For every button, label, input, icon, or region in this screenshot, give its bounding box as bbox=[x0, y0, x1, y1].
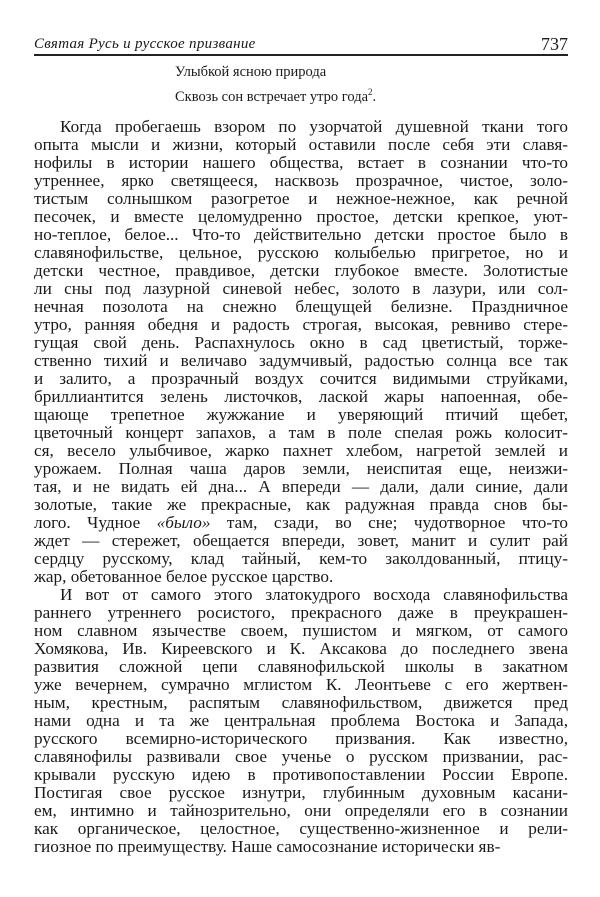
text-line: золотые, такие же прекрасные, как радужная правда снов бы- bbox=[34, 495, 568, 514]
text-line: Хомякова, Ив. Киреевского и К. Аксакова до последнего звена bbox=[34, 639, 568, 658]
text-line: но-теплое, белое... Что-то действительно детски простое было в bbox=[34, 225, 568, 244]
text-line: нофилы в истории нашего общества, встает в сознании что-то bbox=[34, 153, 568, 172]
text-line: славянофильстве, цельное, русскою колыбелью пригретое, но и bbox=[34, 243, 568, 262]
text-line: и залито, а прозрачный воздух сочится видимыми струйками, bbox=[34, 369, 568, 388]
text-line: крывали русскую идею в противопоставлении России Европе. bbox=[34, 765, 568, 784]
text-line: раннего утреннего росистого, прекрасного даже в преукрашен- bbox=[34, 603, 568, 622]
text-line: детски честное, правдивое, детски глубокое вместе. Золотистые bbox=[34, 261, 568, 280]
epigraph bbox=[175, 62, 376, 107]
text-line: ли сны под лазурной синевой небес, золото в лазури, или сол- bbox=[34, 279, 568, 298]
text-line: цветочный концерт запахов, а там в поле спелая рожь колосит- bbox=[34, 423, 568, 442]
footnote-mark[interactable]: 2 bbox=[368, 87, 373, 97]
text-line: жар, обетованное белое русское царство. bbox=[34, 567, 334, 586]
text-line: как органическое, целостное, существенно-жизненное и рели- bbox=[34, 819, 568, 838]
paragraph bbox=[34, 586, 568, 856]
text-line: щающе трепетное жужжание и уверяющий птичий щебет, bbox=[34, 405, 568, 424]
paragraph bbox=[34, 118, 568, 586]
text-line: И вот от самого этого златокудрого восхода славянофильства bbox=[60, 585, 568, 604]
text-line: ственно тихий и величаво задумчивый, радостью солнца все так bbox=[34, 351, 568, 370]
text-line: урожаем. Полная чаша даров земли, неиспитая еще, неизжи- bbox=[34, 459, 568, 478]
text-line: ным, крестным, распятым славянофильством, движется пред bbox=[34, 693, 568, 712]
text-line: Постигая свое русское изнутри, глубинным духовным касани- bbox=[34, 783, 568, 802]
text-line: ем, интимно и тайнозрительно, они определяли его в сознании bbox=[34, 801, 568, 820]
text-line: русского всемирно-исторического призвания. Как известно, bbox=[34, 729, 568, 748]
text-line: ном славном язычестве своем, пушистом и мягком, от самого bbox=[34, 621, 568, 640]
text-line: утро, ранняя обедня и радость строгая, высокая, ревниво стере- bbox=[34, 315, 568, 334]
running-title: Святая Русь и русское призвание bbox=[34, 36, 256, 52]
page-number: 737 bbox=[541, 34, 568, 54]
text-line: бриллиантится зелень листочков, лаской жары напоенная, обе- bbox=[34, 387, 568, 406]
text-line: тистым солнышком разогретое и нежное-нежное, как речной bbox=[34, 189, 568, 208]
text-line: славянофилы развивали свое ученье о русском призвании, рас- bbox=[34, 747, 568, 766]
epigraph-line: Улыбкой ясною природа bbox=[175, 64, 327, 80]
text-line: утреннее, ярко светящееся, насквозь прозрачное, чистое, золо- bbox=[34, 171, 568, 190]
text-line bbox=[34, 514, 568, 532]
text-line: ся, весело улыбчивое, жарко пахнет хлебом, нагретой землей и bbox=[34, 441, 568, 460]
epigraph-end: . bbox=[372, 88, 377, 105]
text-line: сердцу русскому, клад тайный, кем-то заколдованный, птицу- bbox=[34, 549, 568, 568]
text-line: ждет — стережет, обещается впереди, зовет, манит и сулит рай bbox=[34, 531, 568, 550]
text-line: Когда пробегаешь взором по узорчатой душевной ткани того bbox=[60, 117, 568, 136]
text-line: опыта мысли и жизни, который оставили после себя эти славя- bbox=[34, 135, 568, 154]
page-header bbox=[34, 36, 568, 56]
text-line: гущая свой день. Распахнулось окно в сад цветистый, торже- bbox=[34, 333, 568, 352]
text-line: гиозное по преимуществу. Наше самосознание исторически яв- bbox=[34, 837, 501, 856]
body-text bbox=[34, 118, 568, 856]
text-line: развития сложной цепи славянофильской школы в закатном bbox=[34, 657, 568, 676]
text-line: нами одна и та же центральная проблема Востока и Запада, bbox=[34, 711, 568, 730]
text-line: песочек, и вместе целомудренно простое, детски крепкое, уют- bbox=[34, 207, 568, 226]
text-line: тая, и не видать ей дна... А впереди — дали, дали синие, дали bbox=[34, 477, 568, 496]
text-line: уже вечернем, сумрачно мглистом К. Леонтьеве с его жертвен- bbox=[34, 675, 568, 694]
text-fragment: там, сзади, во сне; чудотворное что-то bbox=[210, 513, 568, 532]
text-fragment: лого. Чудное bbox=[34, 513, 157, 532]
text-line: нечная позолота на снежно блещущей белизне. Праздничное bbox=[34, 297, 568, 316]
epigraph-line bbox=[175, 82, 376, 107]
italic-word: «было» bbox=[156, 513, 211, 532]
epigraph-text: Сквозь сон встречает утро года bbox=[175, 88, 369, 105]
